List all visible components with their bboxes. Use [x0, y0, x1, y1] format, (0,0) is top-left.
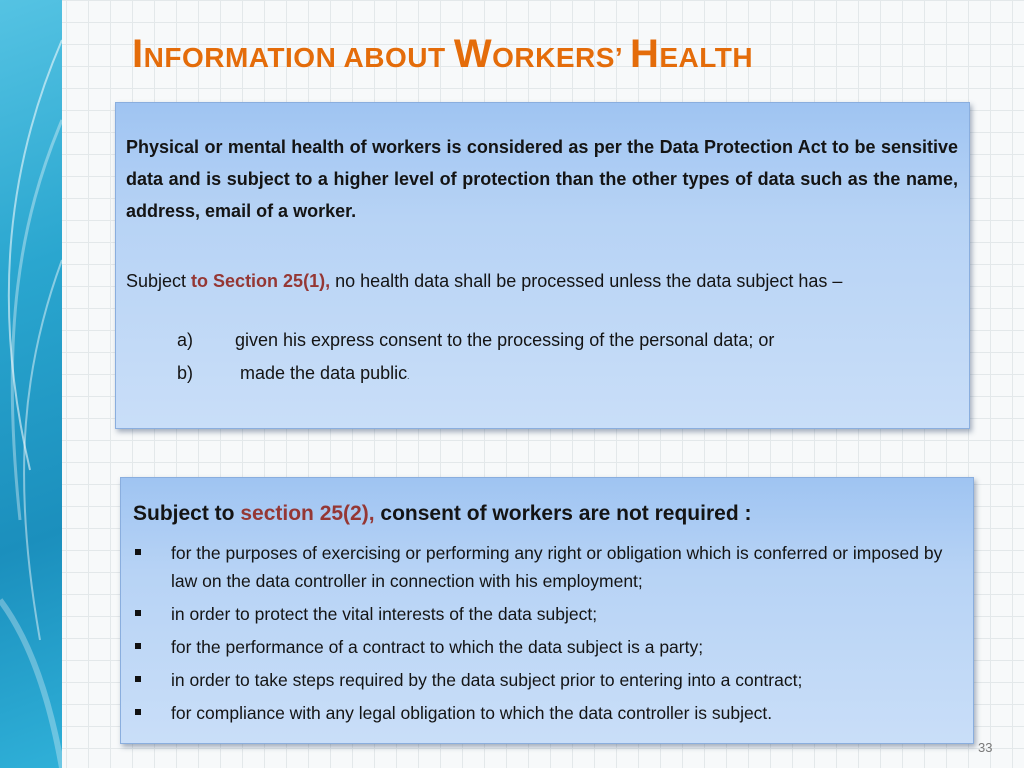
section-25-2-reference: section 25(2),: [240, 502, 375, 525]
list-item: for compliance with any legal obligation to which the data controller is subject.: [133, 699, 965, 727]
sensitive-data-panel: [115, 102, 970, 429]
list-item-a: a) given his express consent to the processing of the personal data; or: [177, 330, 775, 350]
condition-paragraph: Subject to Section 25(1), no health data shall be processed unless the data subject has –: [126, 271, 843, 291]
square-bullet-icon: [135, 610, 141, 616]
exceptions-list: [133, 539, 965, 732]
square-bullet-icon: [135, 709, 141, 715]
list-item-b: b) made the data public.: [177, 363, 410, 383]
decorative-side-band: [0, 0, 62, 768]
exceptions-heading: Subject to section 25(2), consent of workers are not required :: [133, 502, 752, 525]
list-item: for the purposes of exercising or performing any right or obligation which is conferred or imposed by law on the data controller in connection with his employment;: [133, 539, 965, 595]
slide-title: INFORMATION ABOUT WORKERS’ HEALTH: [132, 32, 754, 76]
list-item: for the performance of a contract to which the data subject is a party;: [133, 633, 965, 661]
list-item: in order to protect the vital interests of the data subject;: [133, 600, 965, 628]
square-bullet-icon: [135, 676, 141, 682]
square-bullet-icon: [135, 549, 141, 555]
swoosh-decoration: [0, 0, 62, 768]
section-25-1-reference: to Section 25(1),: [191, 271, 331, 291]
page-number: 33: [978, 740, 993, 755]
list-item: in order to take steps required by the data subject prior to entering into a contract;: [133, 666, 965, 694]
square-bullet-icon: [135, 643, 141, 649]
intro-paragraph: Physical or mental health of workers is considered as per the Data Protection Act to be sensitive data and is subject to a higher level of protection than the other types of data such as the name, address, email of a worker.: [126, 137, 958, 221]
consent-exceptions-panel: [120, 477, 974, 744]
